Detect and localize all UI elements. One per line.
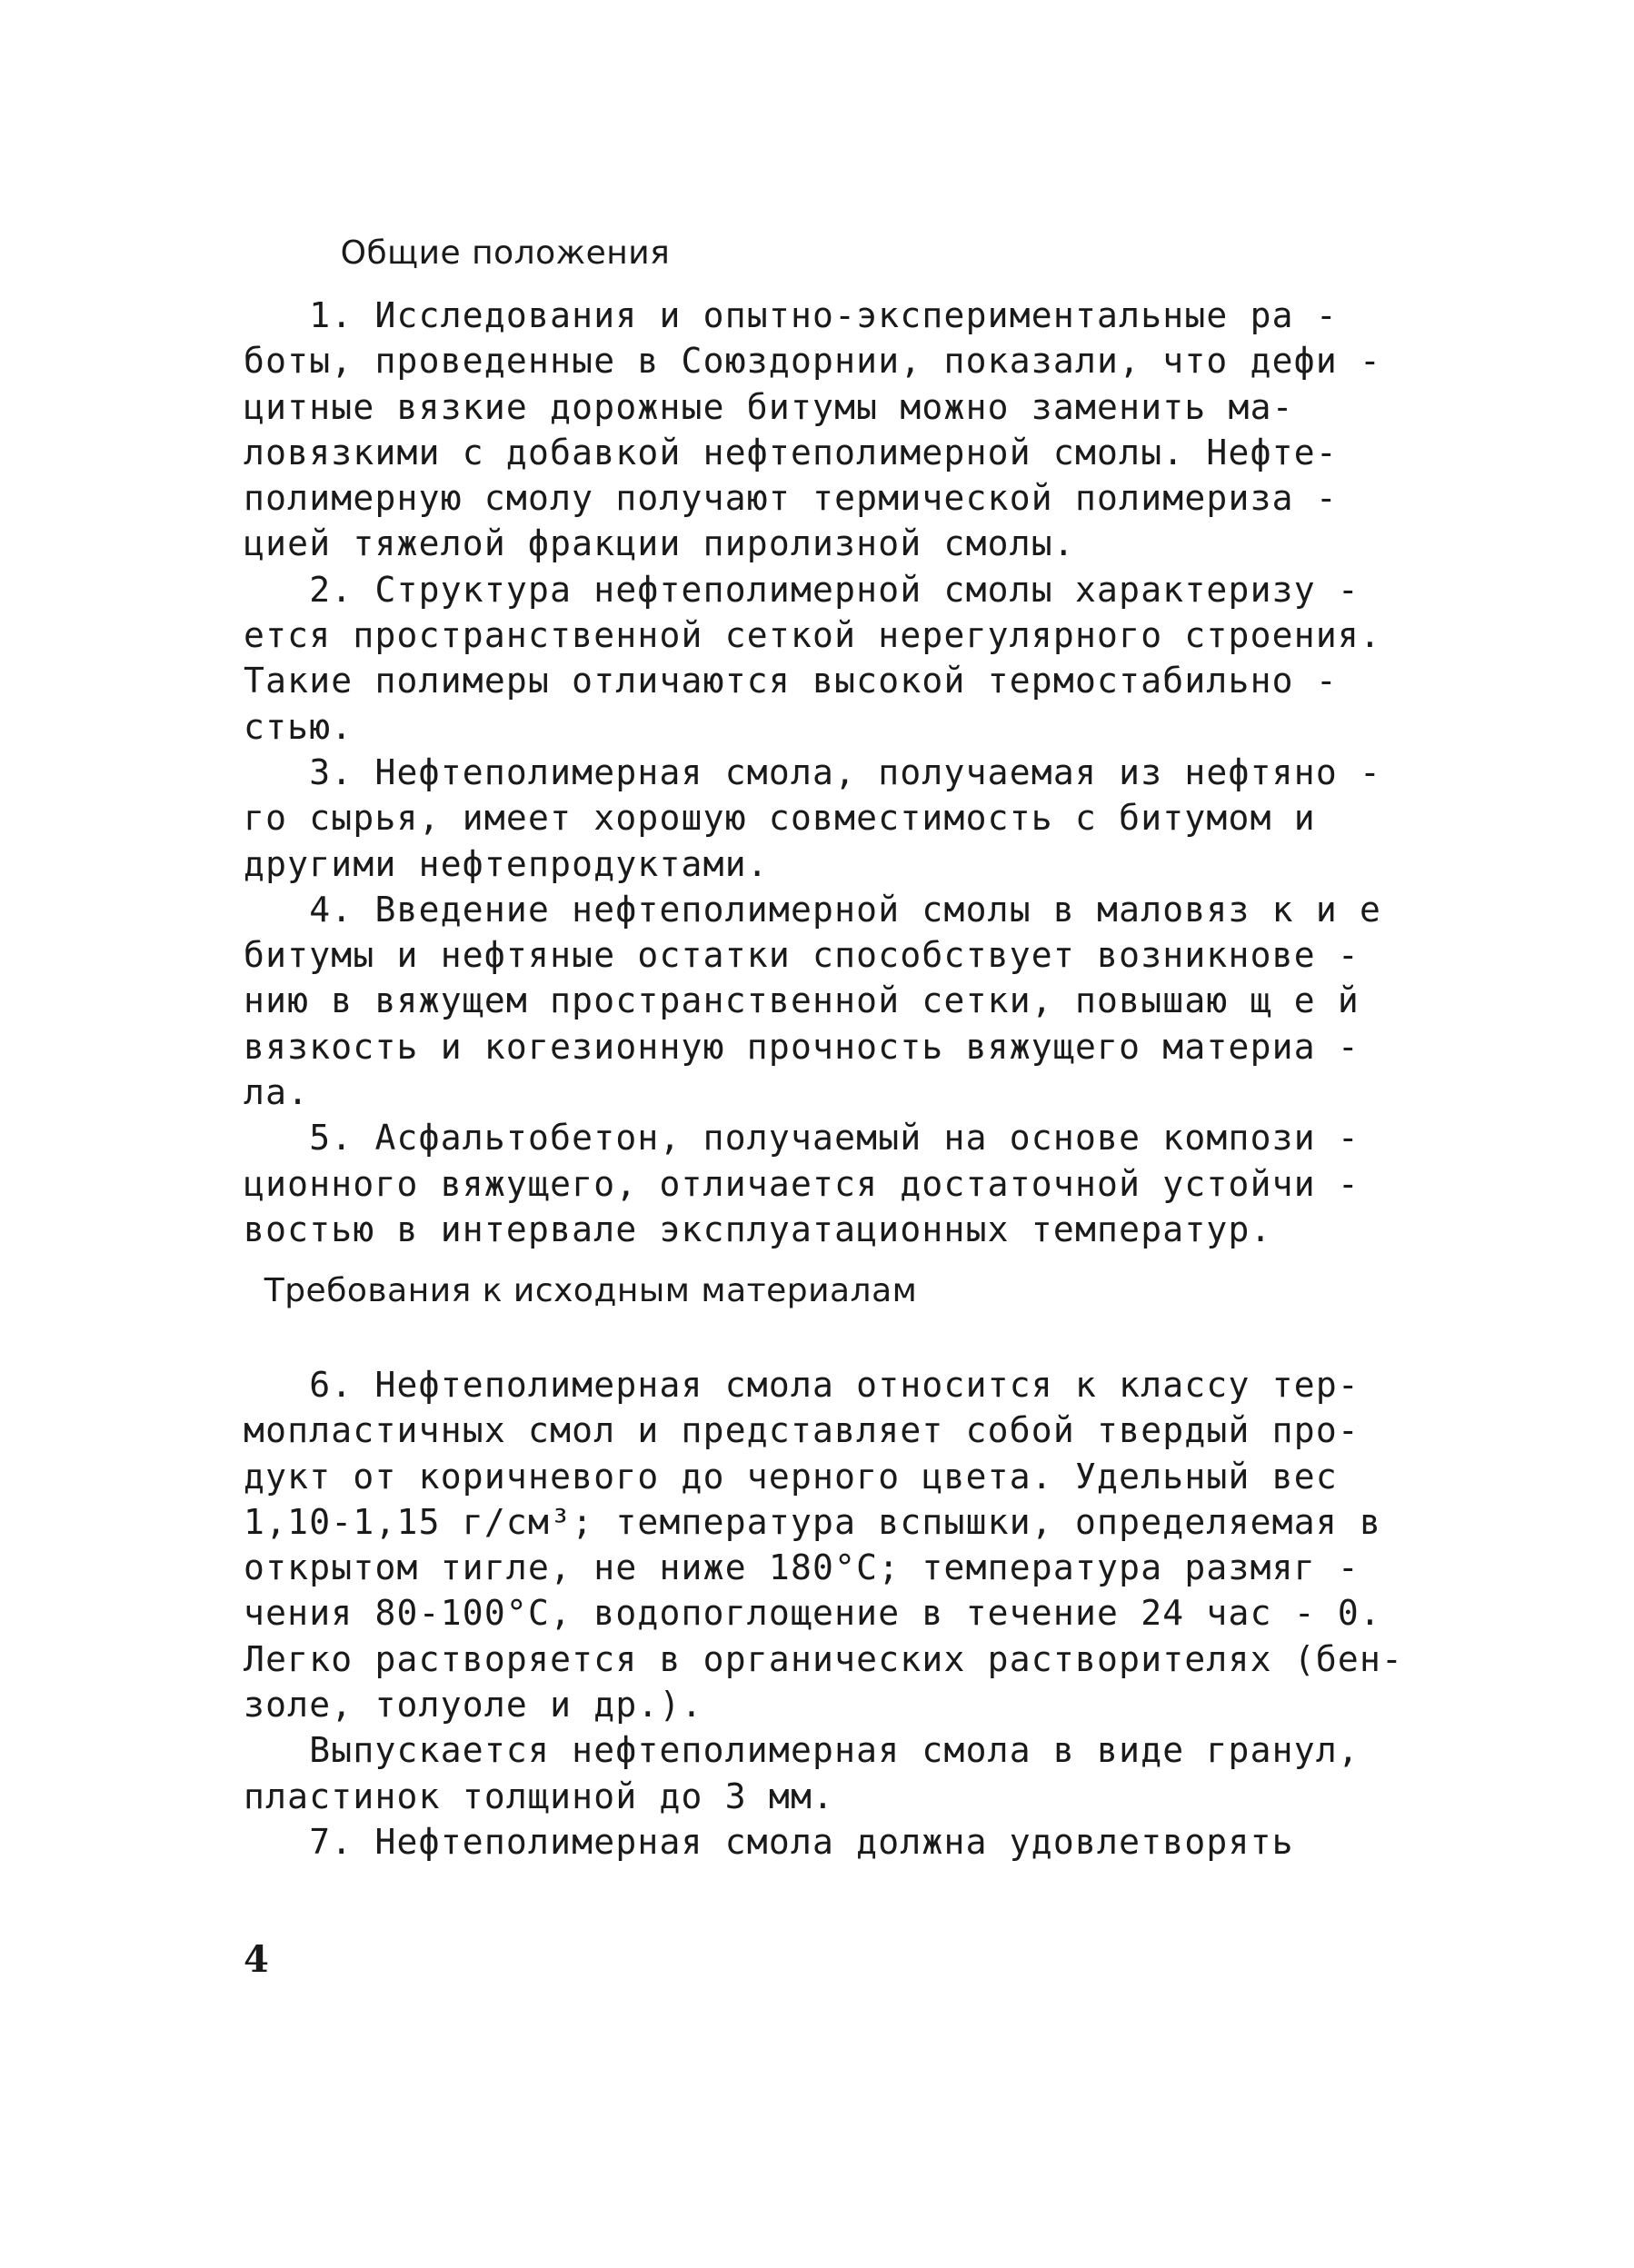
text-line: боты, проведенные в Союздорнии, показали, что дефи - — [244, 341, 1382, 382]
text-line: другими нефтепродуктами. — [244, 843, 769, 884]
text-line: стью. — [244, 706, 354, 747]
text-line: открытом тигле, не ниже 180°С; температура размяг - — [244, 1547, 1360, 1588]
heading-requirements: Требования к исходным материалам — [264, 1272, 918, 1309]
text-line: 1,10-1,15 г/см³; температура вспышки, определяемая в — [244, 1501, 1382, 1542]
text-line: го сырья, имеет хорошую совместимость с битумом и — [244, 798, 1316, 839]
text-line: Такие полимеры отличаются высокой термостабильно - — [244, 661, 1338, 701]
text-line: 2. Структура нефтеполимерной смолы характеризу - — [244, 569, 1360, 610]
section-requirements — [244, 1362, 1418, 1865]
text-line: Выпускается нефтеполимерная смола в виде гранул, — [244, 1730, 1360, 1771]
text-line: цией тяжелой фракции пиролизной смолы. — [244, 523, 1075, 564]
text-line: 1. Исследования и опытно-экспериментальные ра - — [244, 295, 1338, 335]
text-line: ется пространственной сеткой нерегулярного строения. — [244, 615, 1382, 656]
heading-general-provisions: Общие положения — [340, 234, 671, 272]
text-line: 4. Введение нефтеполимерной смолы в маловяз к и е — [244, 889, 1382, 930]
text-line: Легко растворяется в органических растворителях (бен- — [244, 1638, 1404, 1679]
text-line: 3. Нефтеполимерная смола, получаемая из нефтяно - — [244, 751, 1382, 792]
text-line: чения 80-100°С, водопоглощение в течение 24 час - 0. — [244, 1593, 1382, 1634]
text-line: ла. — [244, 1072, 310, 1113]
text-line: мопластичных смол и представляет собой твердый про- — [244, 1410, 1360, 1451]
page-number: 4 — [244, 1938, 269, 1981]
text-line: ционного вяжущего, отличается достаточной устойчи - — [244, 1163, 1360, 1204]
text-line: дукт от коричневого до черного цвета. Удельный вес — [244, 1456, 1338, 1497]
text-line: ловязкими с добавкой нефтеполимерной смолы. Нефте- — [244, 432, 1338, 472]
text-line: 6. Нефтеполимерная смола относится к классу тер- — [244, 1365, 1360, 1405]
text-line: пластинок толщиной до 3 мм. — [244, 1776, 835, 1816]
text-line: нию в вяжущем пространственной сетки, повышаю щ е й — [244, 980, 1360, 1021]
text-line: вязкость и когезионную прочность вяжущего материа - — [244, 1026, 1360, 1067]
text-line: битумы и нефтяные остатки способствует возникнове - — [244, 935, 1360, 976]
text-line: цитные вязкие дорожные битумы можно заменить ма- — [244, 386, 1294, 427]
text-line: золе, толуоле и др.). — [244, 1685, 703, 1726]
section-general-provisions — [244, 293, 1418, 1252]
text-line: 7. Нефтеполимерная смола должна удовлетворять — [244, 1821, 1294, 1862]
text-line: 5. Асфальтобетон, получаемый на основе компози - — [244, 1118, 1360, 1159]
text-line: востью в интервале эксплуатационных температур. — [244, 1209, 1272, 1249]
text-line: полимерную смолу получают термической полимериза - — [244, 478, 1338, 519]
